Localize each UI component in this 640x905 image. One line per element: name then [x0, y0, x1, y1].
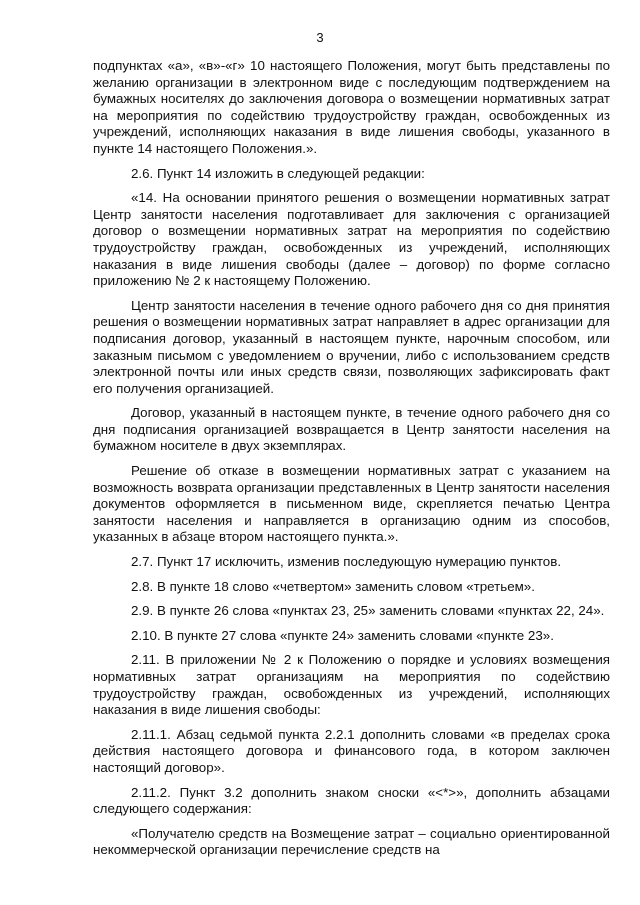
paragraph-2-11-2: 2.11.2. Пункт 3.2 дополнить знаком сноски «<*>», дополнить абзацами следующего содержания:	[93, 784, 610, 817]
page-number: 3	[316, 30, 324, 45]
paragraph-2-11-1: 2.11.1. Абзац седьмой пункта 2.2.1 дополнить словами «в пределах срока действия настоящего договора и финансового года, в котором заключен настоящий договор».	[93, 726, 610, 775]
paragraph-2-11: 2.11. В приложении № 2 к Положению о порядке и условиях возмещения нормативных затрат организациям на мероприятия по содействию трудоустройству граждан, освобожденных из учреждений, исполняющих наказания в виде лишения свободы:	[93, 652, 610, 718]
document-body	[93, 58, 610, 859]
paragraph-2-10: 2.10. В пункте 27 слова «пункте 24» заменить словами «пункте 23».	[131, 627, 554, 643]
paragraph-point-14: «14. На основании принятого решения о возмещении нормативных затрат Центр занятости населения подготавливает для заключения с организацией договор о возмещении нормативных затрат на мероприятия по содействию трудоустройству граждан, освобожденных из учреждений, исполняющих наказания в виде лишения свободы (далее – договор) по форме согласно приложению № 2 к настоящему Положению.	[93, 190, 610, 289]
paragraph-recipient-funds: «Получателю средств на Возмещение затрат – социально ориентированной некоммерческой организации перечисление средств на	[93, 825, 610, 858]
paragraph-2-7: 2.7. Пункт 17 исключить, изменив последующую нумерацию пунктов.	[131, 554, 562, 570]
paragraph-2-6: 2.6. Пункт 14 изложить в следующей редакции:	[131, 165, 425, 181]
paragraph-contract-return: Договор, указанный в настоящем пункте, в течение одного рабочего дня со дня подписания организацией возвращается в Центр занятости населения на бумажном носителе в двух экземплярах.	[93, 405, 610, 454]
paragraph-2-8: 2.8. В пункте 18 слово «четвертом» заменить словом «третьем».	[131, 578, 535, 594]
paragraph-employment-center-sends: Центр занятости населения в течение одного рабочего дня со дня принятия решения о возмещении нормативных затрат направляет в адрес организации для подписания договор, указанный в настоящем пункте, нарочным способом, или заказным письмом с уведомлением о вручении, либо с использованием средств электронной почты или иных средств связи, позволяющих зафиксировать факт его получения организацией.	[93, 297, 610, 396]
paragraph-continuation: подпунктах «а», «в»-«г» 10 настоящего Положения, могут быть представлены по желанию организации в электронном виде с последующим подтверждением на бумажных носителях до заключения договора о возмещении нормативных затрат на мероприятия по содействию трудоустройству граждан, освобожденных из учреждений, исполняющих наказания в виде лишения свободы, указанного в пункте 14 настоящего Положения.».	[93, 58, 610, 156]
paragraph-2-9: 2.9. В пункте 26 слова «пунктах 23, 25» заменить словами «пунктах 22, 24».	[131, 603, 605, 619]
paragraph-refusal-decision: Решение об отказе в возмещении нормативных затрат с указанием на возможность возврата организации представленных в Центр занятости населения документов оформляется в письменном виде, скрепляется печатью Центра занятости населения и направляется в организацию одним из способов, указанных в абзаце втором настоящего пункта.».	[93, 463, 610, 545]
